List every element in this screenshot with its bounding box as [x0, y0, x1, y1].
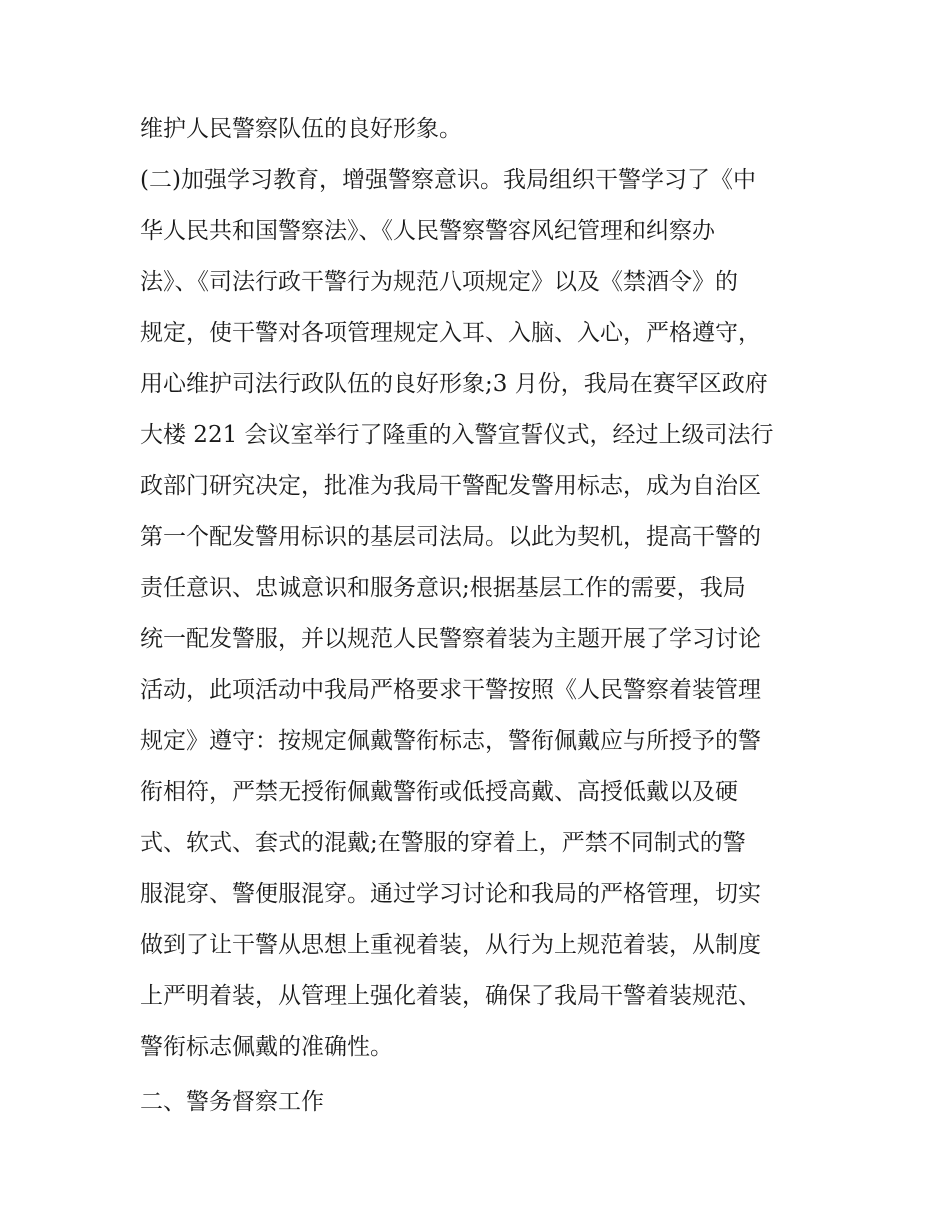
- body-text: [140, 104, 820, 1128]
- text-line: (二)加强学习教育，增强警察意识。我局组织干警学习了《中: [140, 167, 756, 193]
- text-line: 做到了让干警从思想上重视着装，从行为上规范着装，从制度: [140, 932, 761, 958]
- text-line: 衔相符，严禁无授衔佩戴警衔或低授高戴、高授低戴以及硬: [140, 779, 738, 805]
- text-line: 统一配发警服，并以规范人民警察着装为主题开展了学习讨论: [140, 626, 761, 652]
- text-line: 华人民共和国警察法》、《人民警察警容风纪管理和纠察办: [140, 218, 715, 244]
- text-line: 用心维护司法行政队伍的良好形象;3 月份，我局在赛罕区政府: [140, 371, 768, 397]
- text-line: 维护人民警察队伍的良好形象。: [140, 116, 462, 142]
- text-line: 服混穿、警便服混穿。通过学习讨论和我局的严格管理，切实: [140, 881, 761, 907]
- text-line: 活动，此项活动中我局严格要求干警按照《人民警察着装管理: [140, 677, 761, 703]
- text-line: 大楼 221 会议室举行了隆重的入警宣誓仪式，经过上级司法行: [140, 422, 774, 448]
- text-line: 警衔标志佩戴的准确性。: [140, 1034, 393, 1060]
- text-line: 上严明着装，从管理上强化着装，确保了我局干警着装规范、: [140, 983, 761, 1009]
- text-line: 法》、《司法行政干警行为规范八项规定》以及《禁酒令》的: [140, 269, 738, 295]
- text-line: 规定，使干警对各项管理规定入耳、入脑、入心，严格遵守，: [140, 320, 761, 346]
- text-line: 式、软式、套式的混戴;在警服的穿着上，严禁不同制式的警: [140, 830, 746, 856]
- text-line: 责任意识、忠诚意识和服务意识;根据基层工作的需要，我局: [140, 575, 746, 601]
- text-line: 政部门研究决定，批准为我局干警配发警用标志，成为自治区: [140, 473, 761, 499]
- section-heading: 二、警务督察工作: [140, 1089, 324, 1115]
- text-line: 规定》遵守：按规定佩戴警衔标志，警衔佩戴应与所授予的警: [140, 728, 761, 754]
- text-line: 第一个配发警用标识的基层司法局。以此为契机，提高干警的: [140, 524, 761, 550]
